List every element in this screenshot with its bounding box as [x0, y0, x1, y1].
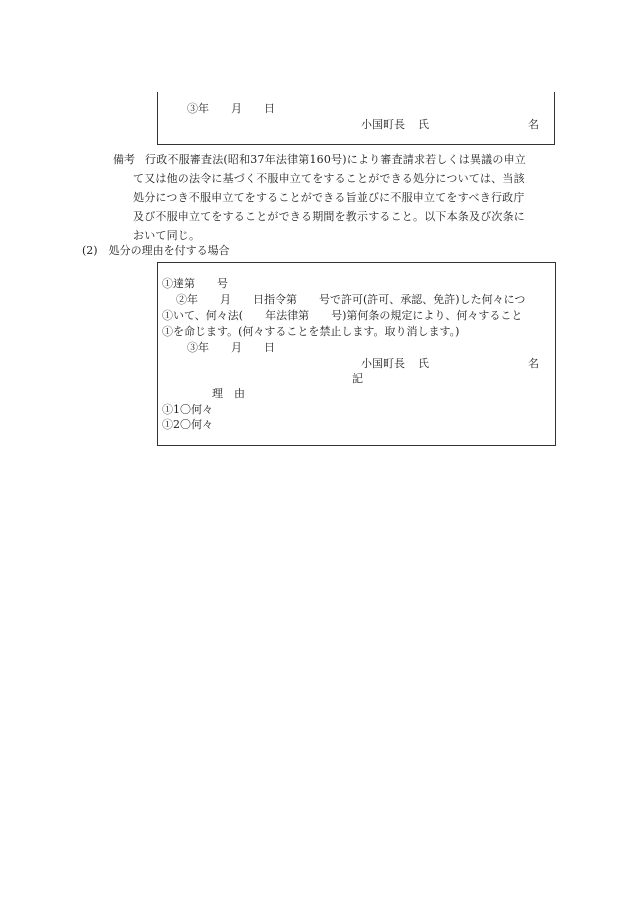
form-box-continued	[157, 92, 555, 145]
remarks-label: 備考	[113, 153, 135, 166]
remarks-line: 処分につき不服申立てをすることができる旨並びに不服申立てをすべき行政庁	[133, 191, 525, 204]
box1-mayor-title: 小国町長	[361, 118, 405, 131]
box1-mei: 名	[528, 118, 539, 131]
remarks-line: おいて同じ。	[133, 229, 201, 242]
remarks-line: 行政不服審査法(昭和37年法律第160号)により審査請求若しくは異議の申立	[145, 153, 526, 166]
box2-mayor-title: 小国町長	[361, 357, 405, 370]
box2-reason-heading: 理 由	[212, 387, 245, 400]
box2-body-line: ②年 月 日指令第 号で許可(許可、承認、免許)した何々につ	[176, 293, 526, 306]
box2-mei: 名	[528, 357, 539, 370]
remarks-line: て又は他の法令に基づく不服申立てをすることができる処分については、当該	[133, 172, 525, 185]
box2-date-line: ③年 月 日	[187, 341, 275, 354]
box2-ki-heading: 記	[352, 372, 363, 385]
box1-date-line: ③年 月 日	[187, 102, 275, 115]
box2-shi: 氏	[418, 357, 429, 370]
box2-reason-item: ①2〇何々	[162, 418, 213, 431]
remarks-line: 及び不服申立てをすることができる期間を教示すること。以下本条及び次条に	[133, 210, 525, 223]
box1-shi: 氏	[418, 118, 429, 131]
box2-notice-number: ①達第 号	[162, 277, 228, 290]
box2-body-line: ①いて、何々法( 年法律第 号)第何条の規定により、何々すること	[162, 309, 523, 322]
box2-body-line: ①を命じます。(何々することを禁止します。取り消します。)	[162, 325, 460, 338]
section-2-heading: (2) 処分の理由を付する場合	[82, 244, 230, 257]
box2-reason-item: ①1〇何々	[162, 403, 213, 416]
